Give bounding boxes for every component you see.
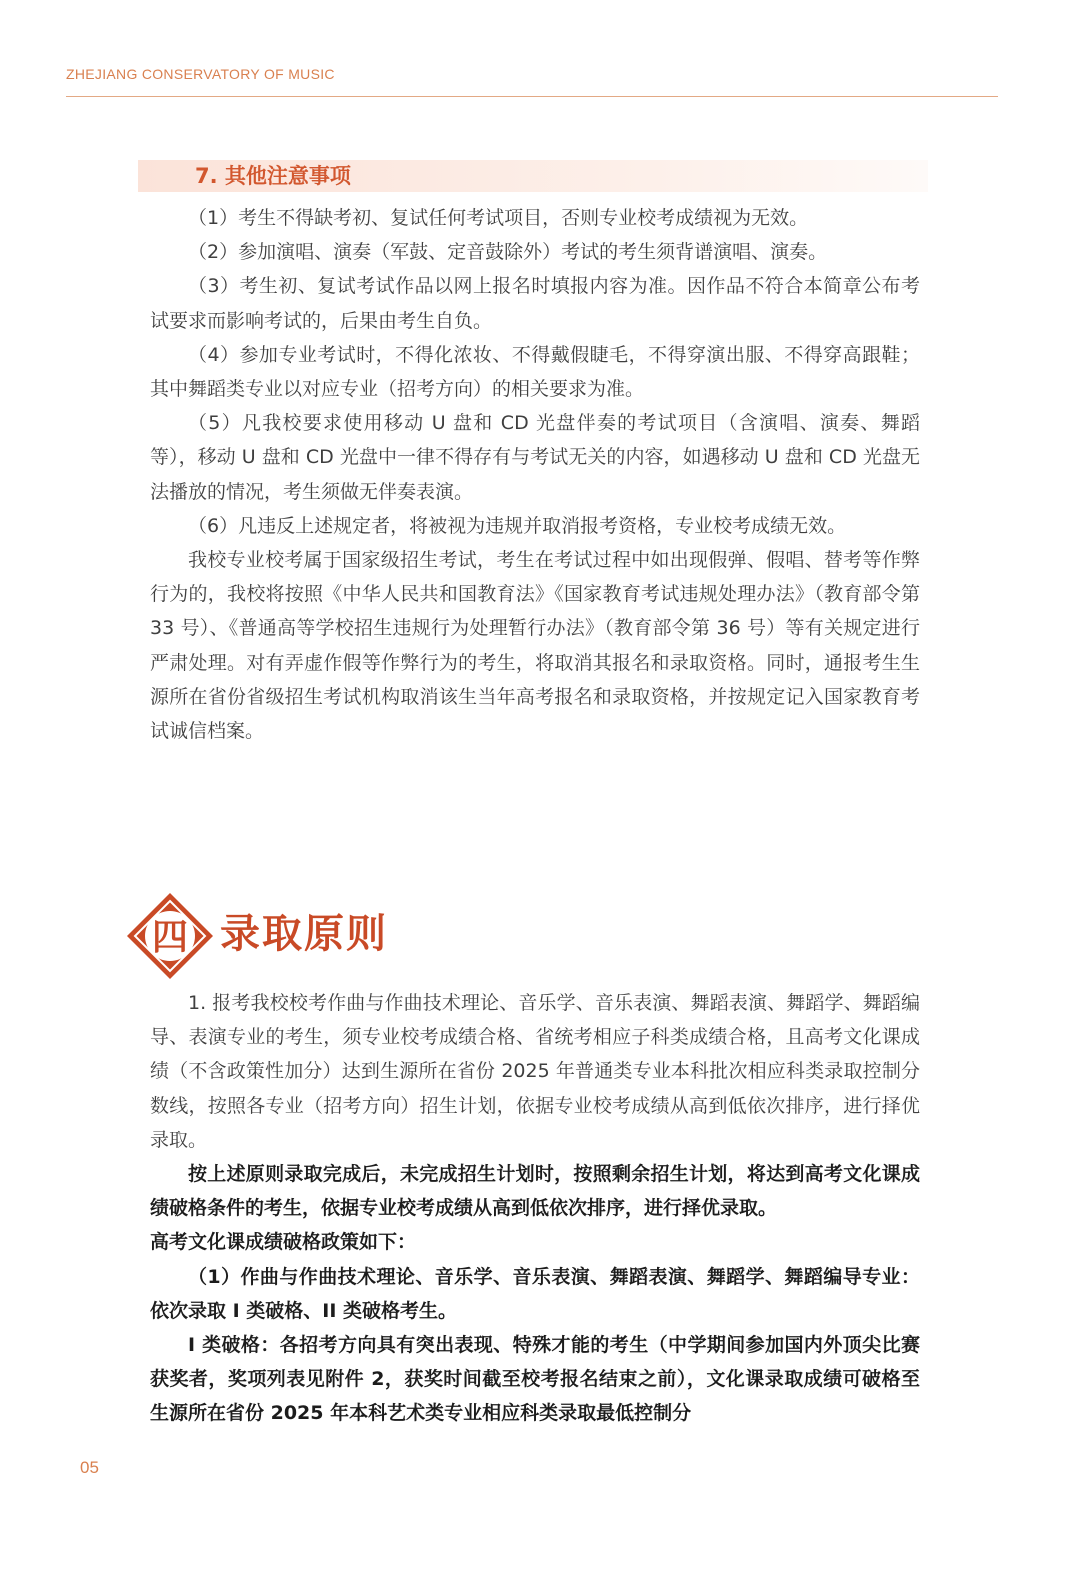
page-number: 05 [80,1458,99,1477]
paragraph: （2）参加演唱、演奏（军鼓、定音鼓除外）考试的考生须背谱演唱、演奏。 [188,241,828,264]
chapter-badge-char: 四 [151,916,189,958]
paragraph: （3）考生初、复试考试作品以网上报名时填报内容为准。因作品不符合本简章公布考试要求而影响考试的，后果由考生自负。 [150,275,920,332]
policy-heading: 高考文化课成绩破格政策如下： [150,1231,417,1254]
paragraph: I 类破格：各招考方向具有突出表现、特殊才能的考生（中学期间参加国内外顶尖比赛获奖者，奖项列表见附件 2，获奖时间截至校考报名结束之前），文化课录取成绩可破格至生源所在省份 2025 年本科艺术类专业相应科类录取最低控制分 [150,1334,920,1425]
chapter-body [150,986,920,1431]
section-title: 7. 其他注意事项 [195,164,351,188]
paragraph: （4）参加专业考试时，不得化浓妆、不得戴假睫毛，不得穿演出服、不得穿高跟鞋；其中舞蹈类专业以对应专业（招考方向）的相关要求为准。 [150,343,920,401]
paragraph: 我校专业校考属于国家级招生考试，考生在考试过程中如出现假弹、假唱、替考等作弊行为的，我校将按照《中华人民共和国教育法》《国家教育考试违规处理办法》（教育部令第 33 号）、《普通高等学校招生违规行为处理暂行办法》（教育部令第 36 号）等有关规定进行严肃处理。对有弄虚作假等作弊行为的考生，将取消其报名和录取资格。同时，通报考生生源所在省份省级招生考试机构取消该生当年高考报名和录取资格，并按规定记入国家教育考试诚信档案。 [150,549,920,743]
chapter-title: 录取原则 [220,910,388,957]
paragraph: （6）凡违反上述规定者，将被视为违规并取消报考资格，专业校考成绩无效。 [188,514,847,537]
section-body [150,201,920,748]
chapter-badge-icon [124,890,216,982]
header-divider [66,96,998,97]
paragraph: （1）考生不得缺考初、复试任何考试项目，否则专业校考成绩视为无效。 [188,207,809,229]
paragraph: 1. 报考我校校考作曲与作曲技术理论、音乐学、音乐表演、舞蹈表演、舞蹈学、舞蹈编导、表演专业的考生，须专业校考成绩合格、省统考相应子科类成绩合格，且高考文化课成绩（不含政策性加分）达到生源所在省份 2025 年普通类专业本科批次相应科类录取控制分数线，按照各专业（招考方向）招生计划，依据专业校考成绩从高到低依次排序，进行择优录取。 [150,992,920,1151]
paragraph: 按上述原则录取完成后，未完成招生计划时，按照剩余招生计划，将达到高考文化课成绩破格条件的考生，依据专业校考成绩从高到低依次排序，进行择优录取。 [150,1163,920,1220]
institution-header: ZHEJIANG CONSERVATORY OF MUSIC [66,66,335,82]
paragraph: （1）作曲与作曲技术理论、音乐学、音乐表演、舞蹈表演、舞蹈学、舞蹈编导专业：依次录取 I 类破格、II 类破格考生。 [150,1265,920,1322]
paragraph: （5）凡我校要求使用移动 U 盘和 CD 光盘伴奏的考试项目（含演唱、演奏、舞蹈等），移动 U 盘和 CD 光盘中一律不得存有与考试无关的内容，如遇移动 U 盘和 CD 光盘无法播放的情况，考生须做无伴奏表演。 [150,412,920,503]
